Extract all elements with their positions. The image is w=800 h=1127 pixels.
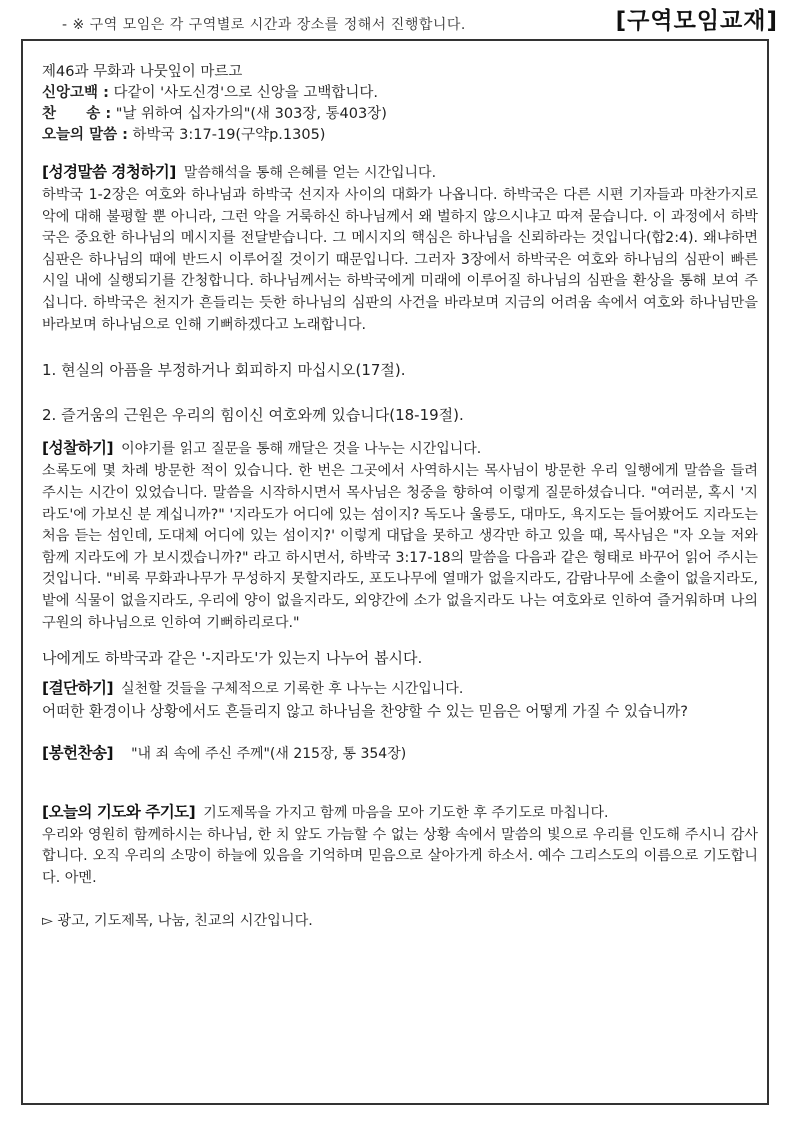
hymn-text: "날 위하여 십자가의"(새 303장, 통403장) <box>115 106 387 122</box>
section-listen-head <box>42 160 758 185</box>
section-listen-desc: 말씀해석을 통해 은혜를 얻는 시간입니다. <box>183 165 437 181</box>
section-prayer-desc: 기도제목을 가지고 함께 마음을 모아 기도한 후 주기도로 마칩니다. <box>203 804 609 821</box>
meeting-note: - ※ 구역 모임은 각 구역별로 시간과 장소를 정해서 진행합니다. <box>62 17 466 33</box>
section-prayer-tag: [오늘의 기도와 주기도] <box>42 802 196 821</box>
hymn-line <box>42 104 758 125</box>
section-reflect-head <box>42 436 758 461</box>
point-1: 1. 현실의 아픔을 부정하거나 회피하지 마십시오(17절). <box>42 361 406 380</box>
section-reflect <box>42 436 758 669</box>
lesson-title: 제46과 무화과 나뭇잎이 마르고 <box>42 64 243 80</box>
section-hymn <box>42 741 758 766</box>
point-2: 2. 즐거움의 근원은 우리의 힘이신 여호와께 있습니다(18-19절). <box>42 405 464 424</box>
section-listen-body: 하박국 1-2장은 여호와 하나님과 하박국 선지자 사이의 대화가 나옵니다. 하박국은 다른 시편 기자들과 마찬가지로 악에 대해 불평할 뿐 아니라, 그런 악을 거룩하신 하나님께서 왜 벌하지 않으시냐고 따져 묻습니다. 이 과정에서 하박국은 중요한 하나님의 메시지를 전달받습니다. 그 메시지의 핵심은 하나님을 신뢰하라는 것입니다(합2:4). 왜냐하면 심판은 하나님의 때에 반드시 이루어질 것이기 때문입니다. 그러자 3장에서 하박국은 여호와 하나님의 심판이 빠른 시일 내에 실행되기를 간청합니다. 하나님께서는 하박국에게 미래에 이루어질 하나님의 심판을 환상을 통해 보여 주십니다. 하박국은 천지가 흔들리는 듯한 하나님의 심판의 사건을 바라보며 지금의 어려움 속에서 여호와 하나님만을 바라보며 하나님으로 인해 기뻐하겠다고 노래합니다. <box>42 187 758 333</box>
scripture-text: 하박국 3:17-19(구약p.1305) <box>132 127 326 143</box>
section-reflect-desc: 이야기를 읽고 질문을 통해 깨달은 것을 나누는 시간입니다. <box>121 441 482 458</box>
booklet-title: [구역모임교재] <box>615 8 778 34</box>
reflect-question: 나에게도 하박국과 같은 '-지라도'가 있는지 나누어 봅시다. <box>42 649 423 668</box>
scripture-line <box>42 125 758 146</box>
creed-line <box>42 83 758 104</box>
section-reflect-body: 소록도에 몇 차례 방문한 적이 있습니다. 한 번은 그곳에서 사역하시는 목사님이 방문한 우리 일행에게 말씀을 들려주시는 시간이 있었습니다. 말씀을 시작하시면서 목사님은 청중을 향하여 이렇게 질문하셨습니다. "여러분, 혹시 '지라도'에 가보신 분 계십니까?" '지라도가 어디에 있는 섬이지? 독도나 울릉도, 대마도, 욕지도는 들어봤어도 지라도는 처음 듣는 섬인데, 도대체 어디에 있는 섬이지?' 이렇게 대답을 못하고 생각만 하고 있을 때, 목사님은 "자 오늘 저와 함께 지라도에 가 보시겠습니까?" 라고 하시면서, 하박국 3:17-18의 말씀을 다음과 같은 형태로 바꾸어 읽어 주시는 것입니다. "비록 무화과나무가 무성하지 못할지라도, 포도나무에 열매가 없을지라도, 감람나무에 소출이 없을지라도, 밭에 식물이 없을지라도, 우리에 양이 없을지라도, 외양간에 소가 없을지라도 나는 여호와로 인하여 즐거워하며 나의 구원의 하나님으로 인하여 기뻐하리로다." <box>42 463 758 631</box>
section-decide-head <box>42 676 758 701</box>
closing-note: ▻ 광고, 기도제목, 나눔, 친교의 시간입니다. <box>42 913 313 930</box>
section-decide <box>42 676 758 721</box>
section-listen-tag: [성경말씀 경청하기] <box>42 163 176 181</box>
section-prayer-body: 우리와 영원히 함께하시는 하나님, 한 치 앞도 가늠할 수 없는 상황 속에서 말씀의 빛으로 우리를 인도해 주시니 감사합니다. 오직 우리의 소망이 하늘에 있음을 기억하며 믿음으로 살아가게 하소서. 예수 그리스도의 이름으로 기도합니다. 아멘. <box>42 826 758 886</box>
section-listen <box>42 160 758 426</box>
section-prayer-head <box>42 800 758 825</box>
lesson-content <box>42 62 758 933</box>
section-hymn-head <box>42 741 758 766</box>
section-hymn-tag: [봉헌찬송] <box>42 743 114 762</box>
creed-text: 다같이 '사도신경'으로 신앙을 고백합니다. <box>113 85 379 101</box>
hymn-label: 찬 송 : <box>42 106 112 122</box>
section-reflect-tag: [성찰하기] <box>42 439 114 458</box>
section-decide-tag: [결단하기] <box>42 678 114 697</box>
section-decide-desc: 실천할 것들을 구체적으로 기록한 후 나누는 시간입니다. <box>121 680 464 697</box>
top-header <box>0 0 800 42</box>
scripture-label: 오늘의 말씀 : <box>42 127 128 143</box>
decide-question: 어떠한 환경이나 상황에서도 흔들리지 않고 하나님을 찬양할 수 있는 믿음은 어떻게 가질 수 있습니까? <box>42 702 689 720</box>
creed-label: 신앙고백 : <box>42 85 109 101</box>
section-prayer <box>42 800 758 890</box>
offering-hymn-text: "내 죄 속에 주신 주께"(새 215장, 통 354장) <box>131 745 407 762</box>
